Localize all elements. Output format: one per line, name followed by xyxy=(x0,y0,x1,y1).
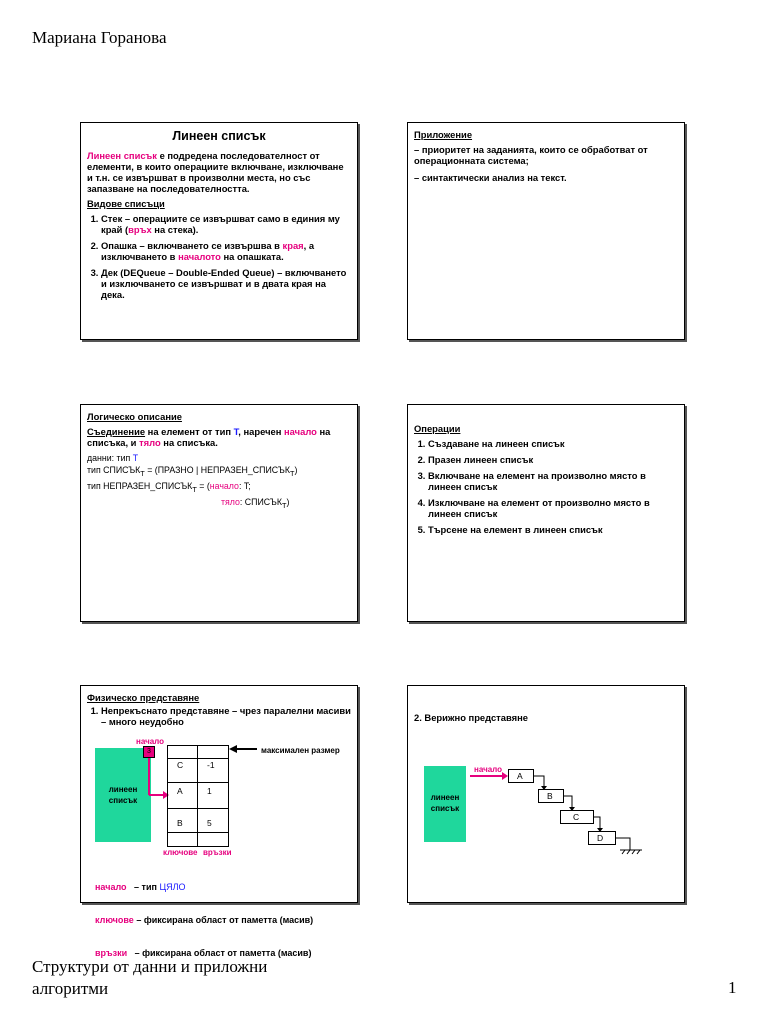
node-a: A xyxy=(508,769,534,783)
table-divider xyxy=(167,832,229,833)
list-item: 5. Търсене на елемент в линеен списък xyxy=(428,524,678,535)
definition-line: тип $СПИСЪК_T$ = (ПРАЗНО | $НЕПРАЗЕН\_СПИСЪК_T$) xyxy=(87,465,298,478)
author-name: Мариана Горанова xyxy=(32,28,167,47)
null-pointer-line xyxy=(614,838,630,850)
list-item: 3. Включване на елемент на произволно място в линеен списък xyxy=(428,470,678,492)
operations-list xyxy=(414,438,678,535)
head-cell: 3 xyxy=(143,746,155,758)
null-ground-hatch xyxy=(622,850,625,854)
linear-list-label: линеен списък xyxy=(430,793,460,813)
null-ground-hatch xyxy=(627,850,630,854)
definition-line: тип $НЕПРАЗЕН\_СПИСЪК_T$ = (начало: T; xyxy=(87,480,251,494)
slide-application xyxy=(407,122,685,340)
linear-list-label: линеен списък xyxy=(108,785,138,805)
list-item: 1. Стек – операциите се извършват само в единия му край (връх на стека). xyxy=(101,213,351,235)
slide-heading: Приложение xyxy=(414,129,473,140)
slide-title: Линеен списък xyxy=(172,129,266,143)
legend-row: начало – тип ЦЯЛО xyxy=(95,882,186,892)
representation-item: 2. Верижно представяне xyxy=(414,712,528,723)
application-list xyxy=(414,144,678,183)
head-label: начало xyxy=(474,765,503,774)
list-item: 4. Изключване на елемент от произволно място в линеен списък xyxy=(428,497,678,519)
legend-row: връзки – фиксирана област от паметта (масив) xyxy=(95,948,312,958)
list-item: 1. Непрекъснато представяне – чрез паралелни масиви – много неудобно xyxy=(101,705,351,727)
key-cell: A xyxy=(177,786,183,796)
slide-operations xyxy=(407,404,685,622)
slide-physical-representation xyxy=(80,685,358,958)
slide-heading: Логическо описание xyxy=(87,411,182,422)
link-cell: -1 xyxy=(207,760,215,770)
list-item: – синтактически анализ на текст. xyxy=(414,172,567,183)
list-item: – приоритет на заданията, които се обработват от операционната система; xyxy=(414,144,648,166)
max-size-label: максимален размер xyxy=(261,746,340,755)
list-item: 2. Опашка – включването се извършва в края, а изключването в началото на опашката. xyxy=(101,240,351,262)
list-item: 1. Създаване на линеен списък xyxy=(428,438,678,449)
definition-line: данни: тип T xyxy=(87,453,139,463)
legend-row: ключове – фиксирана област от паметта (масив) xyxy=(95,915,314,925)
table-divider xyxy=(167,782,229,783)
head-label: начало xyxy=(136,737,165,746)
keys-column-label: ключове xyxy=(163,848,198,857)
null-ground-hatch xyxy=(637,850,640,854)
list-item: 3. Дек (DEQueue – Double-Ended Queue) – включването и изключването се извършват и в двата края на дека. xyxy=(101,267,351,300)
slide-heading: Операции xyxy=(414,423,461,434)
node-d: D xyxy=(588,831,616,845)
course-title: Структури от данни и приложни алгоритми xyxy=(32,957,268,998)
link-cell: 1 xyxy=(207,786,212,796)
list-item: 2. Празен линеен списък xyxy=(428,454,678,465)
max-size-arrowhead xyxy=(229,745,237,753)
slide-logical-description xyxy=(80,404,358,622)
table-divider xyxy=(167,808,229,809)
null-ground-hatch xyxy=(632,850,635,854)
node-c: C xyxy=(560,810,594,824)
slide-heading: Физическо представяне xyxy=(87,692,200,703)
key-cell: C xyxy=(177,760,184,770)
slide-chained-representation xyxy=(407,685,685,903)
kinds-list xyxy=(87,213,351,300)
node-b: B xyxy=(538,789,564,803)
key-cell: B xyxy=(177,818,183,828)
slide-linear-list xyxy=(80,122,358,340)
table-divider xyxy=(167,758,229,759)
kinds-heading: Видове списъци xyxy=(87,198,165,209)
links-column-label: връзки xyxy=(203,848,232,857)
page-number: 1 xyxy=(728,978,737,997)
link-cell: 5 xyxy=(207,818,212,828)
definition: Линеен списък е подредена последователност от елементи, в които операциите включване, изключване и т.н. се извършват в произволни места, но със запазване на последователността. xyxy=(87,150,344,194)
definition-line: тяло: $СПИСЪК_T$) xyxy=(221,496,290,510)
connection-text: Съединение на елемент от тип T, наречен начало на списъка, и тяло на списъка. xyxy=(87,426,331,448)
